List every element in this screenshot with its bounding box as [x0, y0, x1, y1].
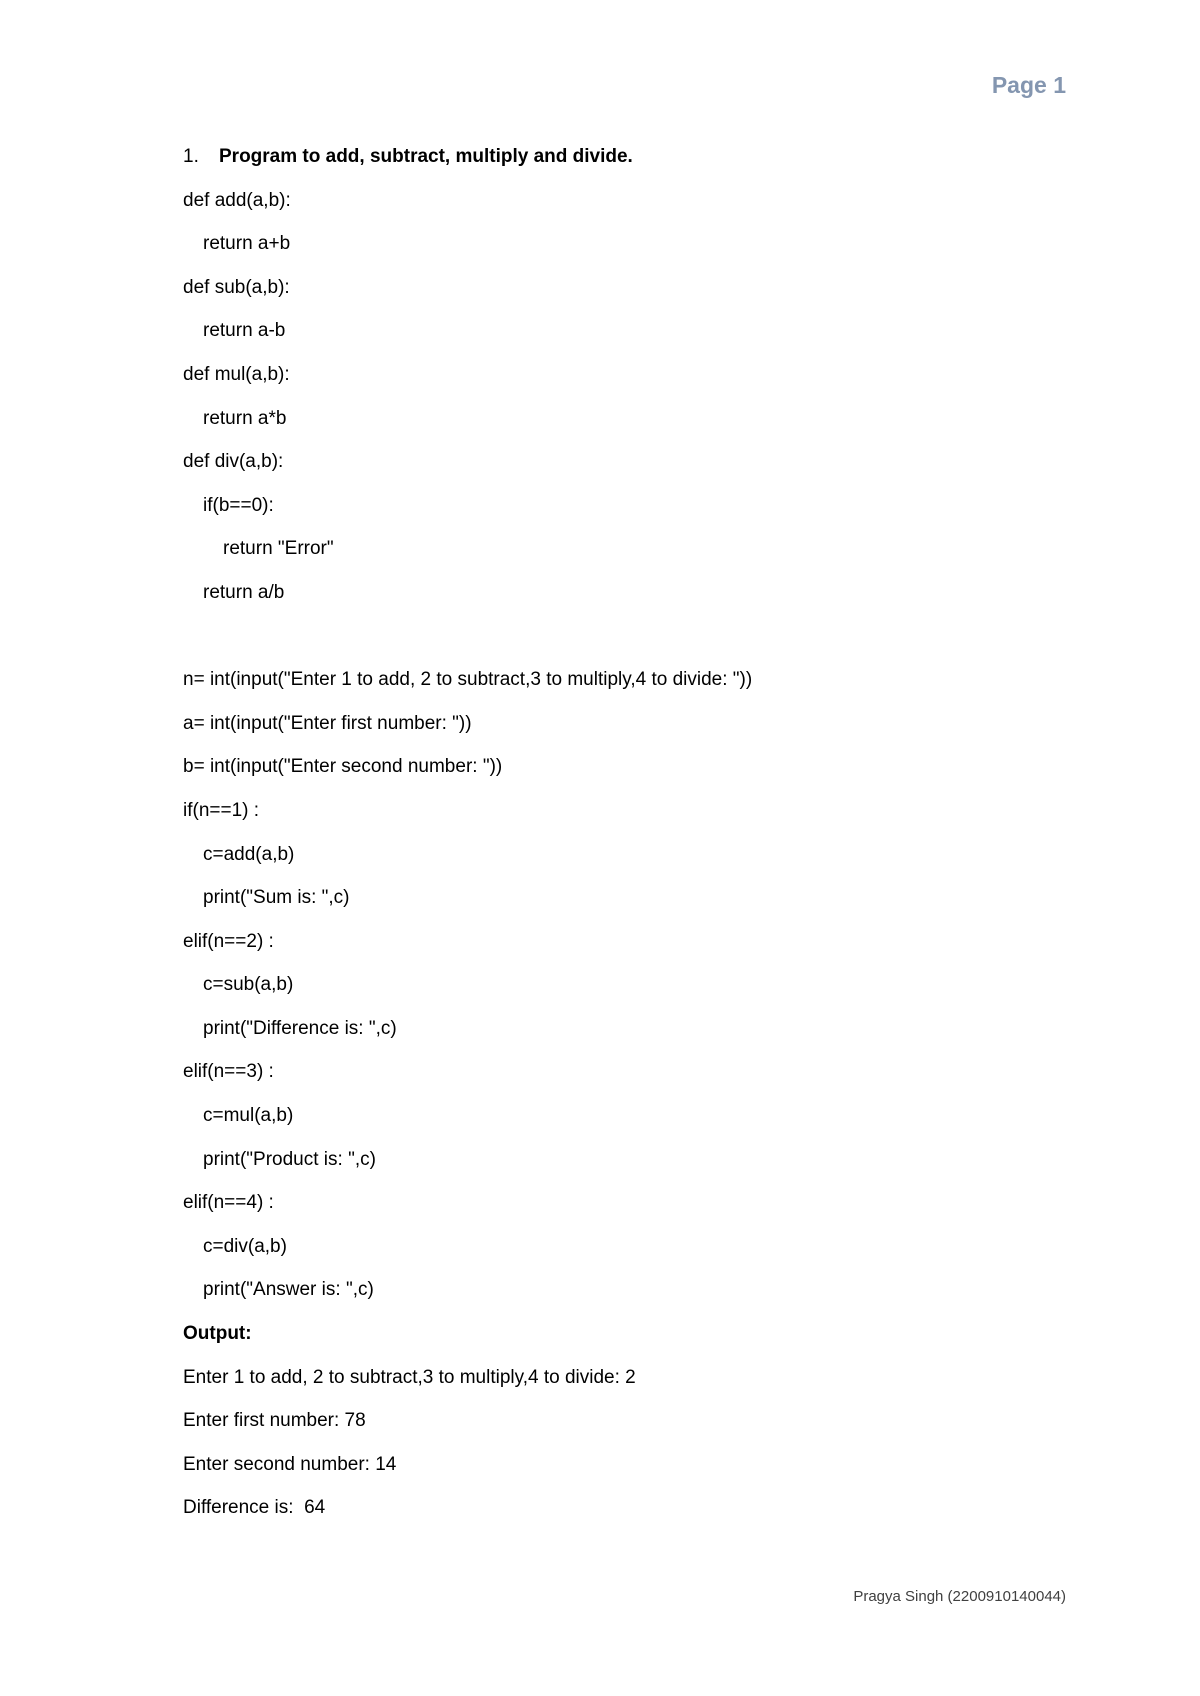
code-line: b= int(input("Enter second number: ")) — [183, 756, 503, 778]
code-line: if(n==1) : — [183, 799, 260, 821]
code-line: n= int(input("Enter 1 to add, 2 to subtract,3 to multiply,4 to divide: ")) — [183, 669, 753, 691]
code-line: elif(n==3) : — [183, 1061, 274, 1083]
page-number: Page 1 — [991, 72, 1066, 98]
code-line: a= int(input("Enter first number: ")) — [183, 712, 472, 734]
code-line: print("Sum is: ",c) — [203, 887, 350, 909]
code-line: c=add(a,b) — [203, 843, 295, 865]
output-line: Difference is: 64 — [183, 1497, 326, 1519]
blank-line — [183, 626, 1083, 670]
code-line: print("Answer is: ",c) — [203, 1279, 374, 1301]
code-line: def div(a,b): — [183, 451, 284, 473]
heading-title: Program to add, subtract, multiply and divide. — [219, 146, 633, 167]
code-line: return a-b — [203, 320, 286, 342]
code-line: print("Difference is: ",c) — [203, 1017, 397, 1039]
code-line: print("Product is: ",c) — [203, 1148, 376, 1170]
heading-number: 1. — [183, 146, 199, 167]
output-line: Enter first number: 78 — [183, 1410, 366, 1432]
code-line: elif(n==4) : — [183, 1192, 274, 1214]
code-line: elif(n==2) : — [183, 930, 274, 952]
code-line: def add(a,b): — [183, 189, 291, 211]
document-body — [183, 146, 1083, 1541]
output-label: Output: — [183, 1323, 252, 1345]
code-line: return a*b — [203, 407, 287, 429]
output-line: Enter 1 to add, 2 to subtract,3 to multiply,4 to divide: 2 — [183, 1366, 636, 1388]
code-line: c=div(a,b) — [203, 1235, 287, 1257]
code-line: return a+b — [203, 233, 291, 255]
code-line: def mul(a,b): — [183, 363, 290, 385]
code-line: c=sub(a,b) — [203, 974, 294, 996]
code-line: return a/b — [203, 581, 285, 603]
code-line: if(b==0): — [203, 494, 274, 516]
section-heading — [183, 146, 1083, 190]
footer-author: Pragya Singh (2200910140044) — [853, 1588, 1066, 1605]
code-line: def sub(a,b): — [183, 276, 290, 298]
code-line: c=mul(a,b) — [203, 1105, 294, 1127]
output-line: Enter second number: 14 — [183, 1453, 397, 1475]
code-line: return "Error" — [223, 538, 334, 560]
